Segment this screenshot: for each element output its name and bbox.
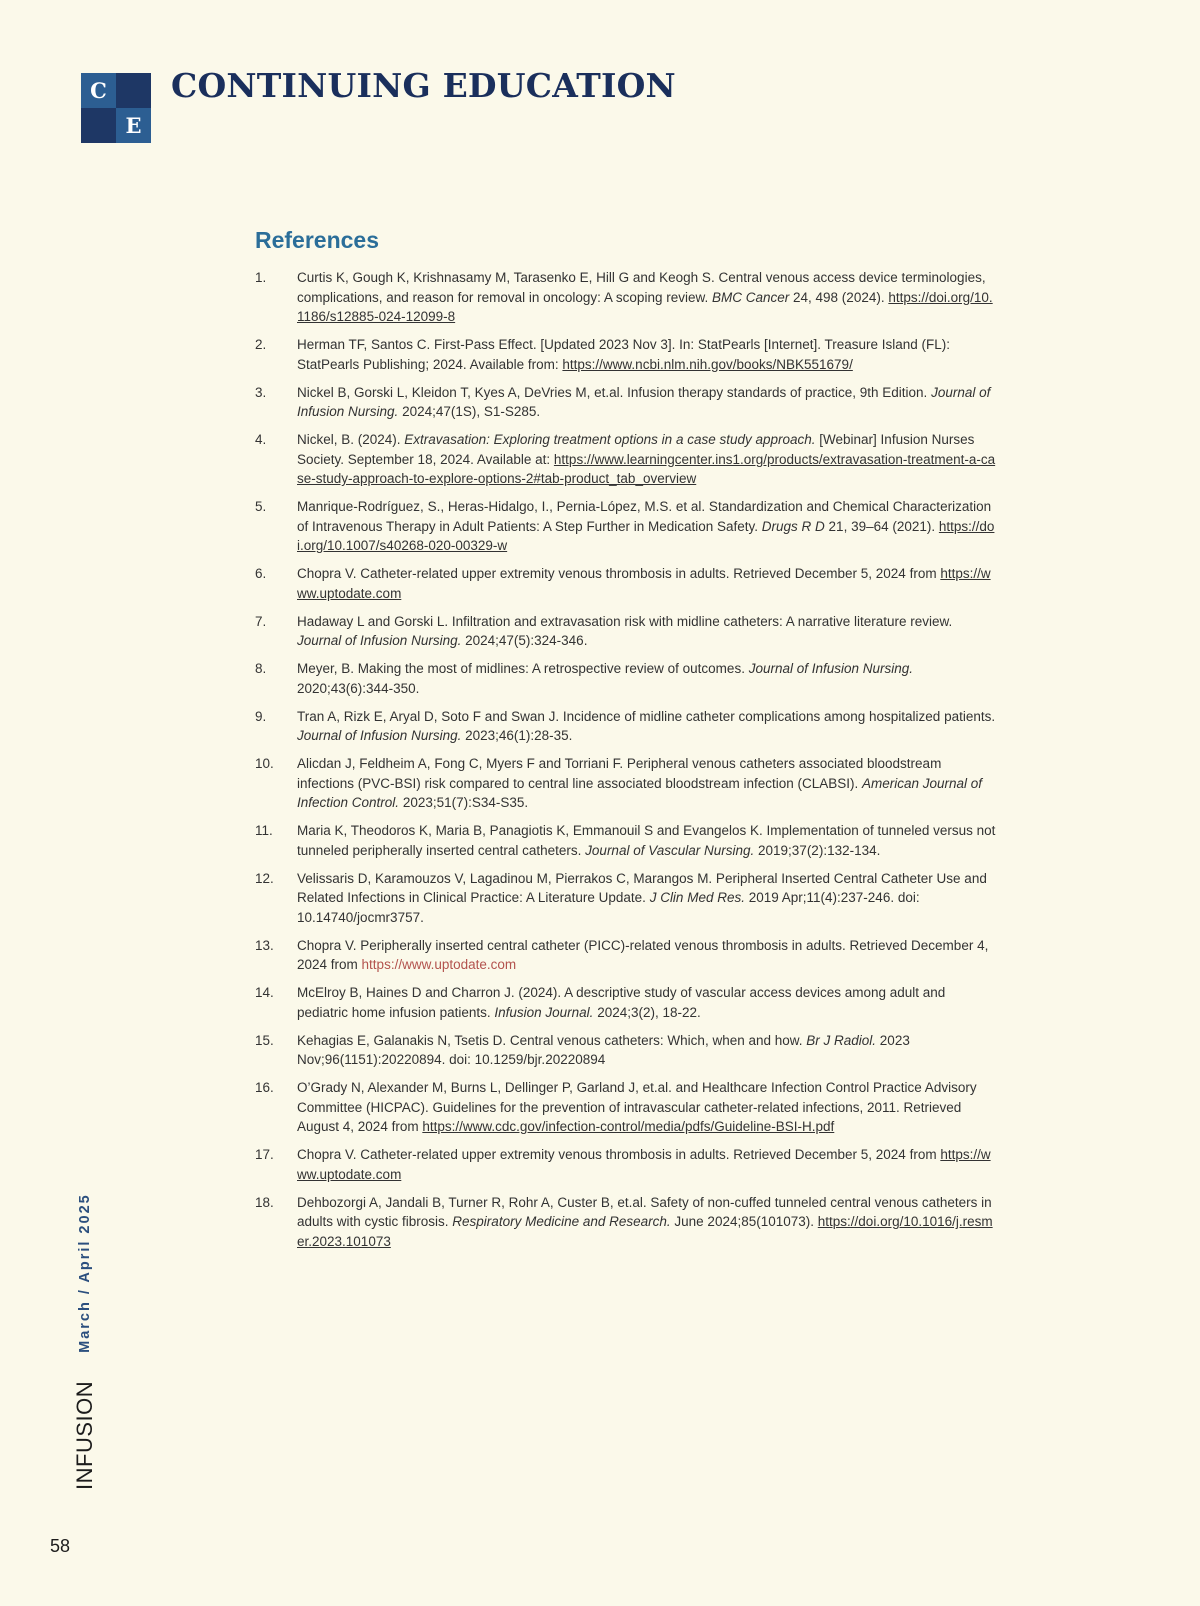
reference-text-segment: 2023 Nov;96(1151):20220894. doi: 10.1259/bjr.20220894 xyxy=(297,1032,910,1067)
ce-logo xyxy=(81,73,151,143)
reference-text-segment: O’Grady N, Alexander M, Burns L, Dellinger P, Garland J, et.al. and Healthcare Infection Control Practice Advisory Committee (HICPAC). Guidelines for the prevention of intravascular catheter-related infections, 2011. Retrieved August 4, 2024 from xyxy=(297,1080,977,1134)
reference-text-segment: Tran A, Rizk E, Aryal D, Soto F and Swan J. Incidence of midline catheter complications among hospitalized patients. xyxy=(297,708,996,724)
reference-text-segment: 2024;47(5):324-346. xyxy=(461,633,588,648)
reference-item xyxy=(255,936,1000,975)
reference-text-segment: Herman TF, Santos C. First-Pass Effect. [Updated 2023 Nov 3]. In: StatPearls [Internet]. Treasure Island (FL): StatPearls Publishing; 2024. Available from: xyxy=(297,337,951,372)
reference-item xyxy=(255,659,1000,698)
reference-text-segment: Dehbozorgi A, Jandali B, Turner R, Rohr A, Custer B, et.al. Safety of non-cuffed tunneled central venous catheters in adults with cystic fibrosis. xyxy=(297,1194,992,1229)
reference-text-segment: Chopra V. Catheter-related upper extremity venous thrombosis in adults. Retrieved December 5, 2024 from xyxy=(297,1147,941,1162)
reference-text-segment: Nickel, B. (2024). xyxy=(297,432,405,447)
reference-number: 11. xyxy=(255,823,273,838)
reference-text xyxy=(297,707,1000,746)
reference-source-title: Br J Radiol. xyxy=(806,1032,877,1048)
reference-text-segment: [Webinar] Infusion Nurses Society. September 18, 2024. Available at: xyxy=(297,432,975,467)
reference-link[interactable]: https://www.cdc.gov/infection-control/media/pdfs/Guideline-BSI-H.pdf xyxy=(422,1119,835,1134)
reference-source-title: Extravasation: Exploring treatment options in a case study approach. xyxy=(404,432,816,447)
reference-source-title: J Clin Med Res. xyxy=(649,890,745,905)
reference-item xyxy=(255,1031,1000,1070)
reference-item xyxy=(255,1078,1000,1137)
reference-item xyxy=(255,983,1000,1022)
reference-text xyxy=(297,983,1000,1022)
reference-text xyxy=(297,821,1000,860)
reference-number: 8. xyxy=(255,661,267,676)
reference-item xyxy=(255,383,1000,422)
reference-source-title: Journal of Infusion Nursing. xyxy=(297,728,462,743)
reference-text xyxy=(297,335,1000,374)
brand-logo: INFUSION xyxy=(72,1380,97,1490)
reference-text xyxy=(297,564,1000,603)
reference-source-title: BMC Cancer xyxy=(711,289,790,305)
reference-text-segment: Velissaris D, Karamouzos V, Lagadinou M, Pierrakos C, Marangos M. Peripheral Inserted Central Catheter Use and Related Infections in Clinical Practice: A Literature Update. xyxy=(297,870,987,905)
issue-date: March / April 2025 xyxy=(77,1193,93,1353)
reference-number: 15. xyxy=(255,1032,274,1048)
reference-number: 16. xyxy=(255,1080,274,1095)
page-number: 58 xyxy=(50,1536,71,1556)
reference-text xyxy=(297,869,1000,928)
reference-text-segment: 2024;3(2), 18-22. xyxy=(593,1004,701,1020)
reference-text-segment: 2023;51(7):S34-S35. xyxy=(399,795,529,810)
reference-source-title: Infusion Journal. xyxy=(494,1004,594,1020)
reference-text xyxy=(297,1078,1000,1137)
reference-text xyxy=(297,268,1000,327)
reference-number: 10. xyxy=(255,756,274,771)
reference-link[interactable]: https://www.uptodate.com xyxy=(297,1147,991,1182)
reference-text-segment: Manrique-Rodríguez, S., Heras-Hidalgo, I., Pernia-López, M.S. et al. Standardization and Chemical Characterization of Intravenous Therapy in Adult Patients: A Step Further in Medication Safety. xyxy=(297,499,992,534)
reference-number: 9. xyxy=(255,708,267,724)
reference-link[interactable]: https://www.uptodate.com xyxy=(297,566,991,601)
reference-number: 6. xyxy=(255,566,267,581)
reference-text-segment: Kehagias E, Galanakis N, Tsetis D. Central venous catheters: Which, when and how. xyxy=(297,1032,807,1048)
reference-text-segment: Nickel B, Gorski L, Kleidon T, Kyes A, DeVries M, et.al. Infusion therapy standards of practice, 9th Edition. xyxy=(297,384,932,400)
reference-link[interactable]: https://doi.org/10.1016/j.resmer.2023.101073 xyxy=(297,1214,993,1249)
reference-item xyxy=(255,869,1000,928)
reference-item xyxy=(255,430,1000,489)
reference-text xyxy=(297,754,1000,813)
reference-text-segment: Alicdan J, Feldheim A, Fong C, Myers F and Torriani F. Peripheral venous catheters associated bloodstream infections (PVC-BSI) risk compared to central line associated bloodstream infection (CLABSI). xyxy=(297,756,942,791)
reference-item xyxy=(255,754,1000,813)
reference-item xyxy=(255,1193,1000,1252)
reference-number: 1. xyxy=(255,270,267,285)
reference-number: 17. xyxy=(255,1147,274,1162)
reference-text-segment: Meyer, B. Making the most of midlines: A retrospective review of outcomes. xyxy=(297,661,749,676)
reference-number: 7. xyxy=(255,613,267,629)
ce-logo-block xyxy=(81,108,116,143)
reference-text-segment: 2024;47(1S), S1-S285. xyxy=(398,404,541,419)
reference-text-segment: Curtis K, Gough K, Krishnasamy M, Tarasenko E, Hill G and Keogh S. Central venous access device terminologies, complications, and reason for removal in oncology: A scoping review. xyxy=(297,270,986,305)
reference-text-segment: 21, 39–64 (2021). xyxy=(824,518,939,534)
reference-text-segment: McElroy B, Haines D and Charron J. (2024). A descriptive study of vascular access devices among adult and pediatric home infusion patients. xyxy=(297,985,946,1020)
reference-number: 5. xyxy=(255,499,267,514)
reference-text-segment: 2019;37(2):132-134. xyxy=(754,842,881,858)
ce-logo-letter-e: E xyxy=(116,108,151,143)
ce-logo-letter-c: C xyxy=(81,73,116,108)
reference-number: 3. xyxy=(255,384,267,400)
reference-text-segment: Hadaway L and Gorski L. Infiltration and extravasation risk with midline catheters: A narrative literature review. xyxy=(297,613,953,629)
reference-item xyxy=(255,335,1000,374)
reference-text xyxy=(297,430,1000,489)
reference-text xyxy=(297,659,1000,698)
reference-text-segment: June 2024;85(101073). xyxy=(670,1214,818,1229)
section-title: CONTINUING EDUCATION xyxy=(171,66,676,105)
reference-item xyxy=(255,497,1000,556)
reference-link[interactable]: https://www.uptodate.com xyxy=(361,957,517,972)
reference-text-segment: Chopra V. Catheter-related upper extremity venous thrombosis in adults. Retrieved December 5, 2024 from xyxy=(297,566,941,581)
reference-text xyxy=(297,1031,1000,1070)
reference-source-title: Drugs R D xyxy=(761,518,825,534)
reference-item xyxy=(255,1145,1000,1184)
reference-text xyxy=(297,612,1000,651)
reference-item xyxy=(255,268,1000,327)
reference-source-title: Respiratory Medicine and Research. xyxy=(452,1214,671,1229)
reference-text-segment: Maria K, Theodoros K, Maria B, Panagiotis K, Emmanouil S and Evangelos K. Implementation of tunneled versus not tunneled peripherally inserted central catheters. xyxy=(297,823,996,858)
reference-number: 13. xyxy=(255,937,274,953)
reference-source-title: Journal of Vascular Nursing. xyxy=(585,842,755,858)
reference-text xyxy=(297,936,1000,975)
reference-number: 12. xyxy=(255,870,274,886)
reference-number: 2. xyxy=(255,337,267,352)
reference-text xyxy=(297,1193,1000,1252)
reference-text xyxy=(297,497,1000,556)
reference-item xyxy=(255,612,1000,651)
reference-source-title: Journal of Infusion Nursing. xyxy=(297,633,462,648)
reference-link[interactable]: https://www.learningcenter.ins1.org/products/extravasation-treatment-a-case-study-approach-to-explore-options-2#tab-product_tab_overview xyxy=(297,451,996,486)
reference-text-segment: Chopra V. Peripherally inserted central catheter (PICC)-related venous thrombosis in adults. Retrieved December 4, 2024 from xyxy=(297,937,989,972)
reference-number: 4. xyxy=(255,432,267,447)
reference-source-title: American Journal of Infection Control. xyxy=(297,775,983,810)
reference-item xyxy=(255,821,1000,860)
reference-item xyxy=(255,707,1000,746)
ce-logo-block xyxy=(116,73,151,108)
reference-number: 18. xyxy=(255,1194,274,1210)
reference-text xyxy=(297,383,1000,422)
sidebar-brand xyxy=(72,1193,98,1490)
reference-link[interactable]: https://doi.org/10.1186/s12885-024-12099-8 xyxy=(297,289,993,324)
reference-source-title: Journal of Infusion Nursing. xyxy=(748,661,914,676)
reference-text-segment: 2020;43(6):344-350. xyxy=(297,680,420,696)
reference-number: 14. xyxy=(255,985,274,1000)
reference-link[interactable]: https://doi.org/10.1007/s40268-020-00329-w xyxy=(297,518,995,553)
reference-text-segment: 24, 498 (2024). xyxy=(789,289,889,305)
reference-text-segment: 2023;46(1):28-35. xyxy=(461,728,573,743)
reference-list xyxy=(255,268,1000,1260)
reference-link[interactable]: https://www.ncbi.nlm.nih.gov/books/NBK551679/ xyxy=(562,356,853,372)
reference-text-segment: 2019 Apr;11(4):237-246. doi: 10.14740/jocmr3757. xyxy=(297,890,920,925)
reference-text xyxy=(297,1145,1000,1184)
reference-item xyxy=(255,564,1000,603)
reference-source-title: Journal of Infusion Nursing. xyxy=(297,384,991,419)
references-heading: References xyxy=(255,227,380,253)
